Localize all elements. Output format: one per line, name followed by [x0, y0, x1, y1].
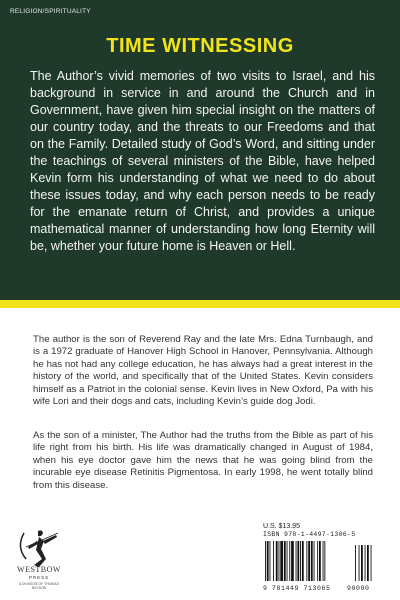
- yellow-divider-band: [0, 300, 400, 308]
- publisher-press: PRESS: [28, 575, 50, 580]
- price-label: U.S. $13.95: [263, 523, 300, 530]
- ean-label: [263, 585, 370, 592]
- ean-number: 9 781449 713065: [263, 585, 331, 592]
- category-label: RELIGION/SPIRITUALITY: [10, 8, 91, 15]
- author-bio-paragraph-1: The author is the son of Reverend Ray and the late Mrs. Edna Turnbaugh, and is a 1972 graduate of Hanover High School in Hanover, Pennsylvania. Although he has not had any college education, he has always had a great interest in the history of the world, and specifically that of the United States. Kevin considers himself as a Patriot in the colonial sense. Kevin lives in New Oxford, Pa with his wife Lori and their dogs and cats, including Kevin’s guide dog Jodi.: [33, 334, 373, 408]
- book-title: TIME WITNESSING: [106, 35, 294, 57]
- publisher-tagline: A DIVISION OF THOMAS NELSON: [18, 582, 60, 590]
- price-code: 90000: [347, 585, 370, 592]
- publisher-name: WESTBOW: [17, 565, 61, 574]
- isbn-label: ISBN 978-1-4497-1306-5: [263, 531, 356, 538]
- author-bio-paragraph-2: As the son of a minister, The Author had the truths from the Bible as part of his life right from his birth. His life was dramatically changed in August of 1984, when his eye doctor gave him the news that he was going blind from the incurable eye disease Retinitis Pigmentosa. In early 1998, he went totally blind from this disease.: [33, 430, 373, 491]
- barcode-icon: [263, 539, 383, 585]
- book-blurb: The Author’s vivid memories of two visits to Israel, and his background in service in and around the Church and in Government, have given him special insight on the matters of our country today, and the threats to our Freedoms and that on the Family. Detailed study of God’s Word, and sitting under the teachings of several ministers of the Bible, have helped Kevin form his understanding of what we need to do about these issues today, and why each person needs to be ready for the emanate return of Christ, and provides a unique mathematical manner of understanding how long Eternity will be, whether your future home is Heaven or Hell.: [30, 69, 375, 253]
